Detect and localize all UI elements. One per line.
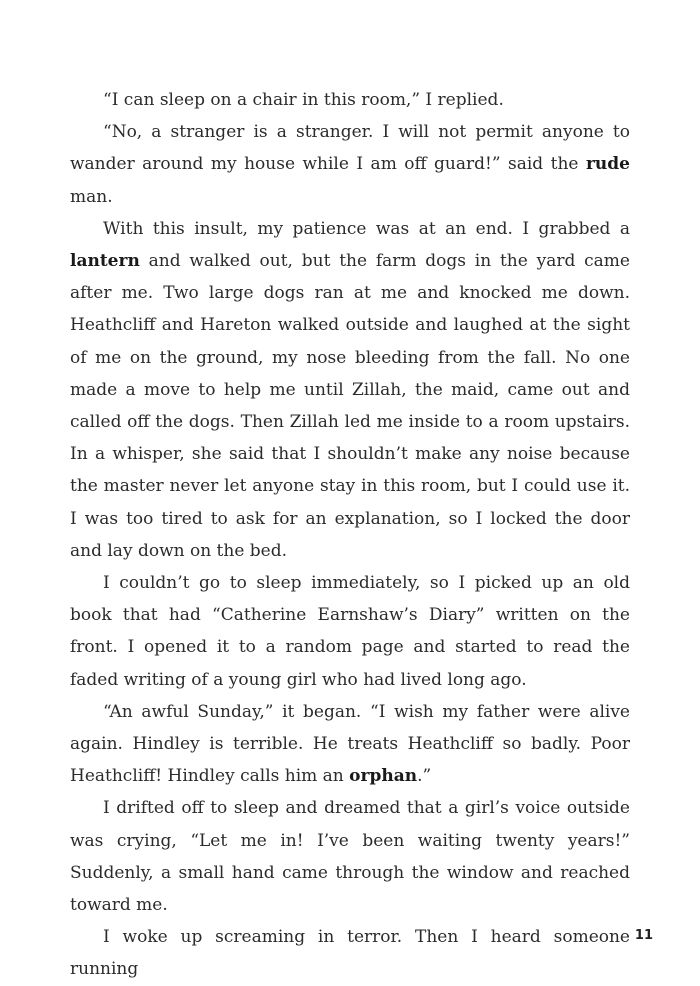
- story-text: [70, 84, 630, 986]
- paragraph-1: [70, 84, 630, 116]
- text-run: “An awful Sunday,” it began. “I wish my father were alive again. Hindley is terrible. He treats Heathcliff so badly. Poor Heathcliff! Hindley calls him an: [70, 701, 630, 787]
- paragraph-5: [70, 696, 630, 793]
- text-run: With this insult, my patience was at an end. I grabbed a: [103, 218, 630, 239]
- text-run: and walked out, but the farm dogs in the yard came after me. Two large dogs ran at me and knocked me down. Heathcliff and Hareton walked outside and laughed at the sight of me on the ground, my nose bleeding from the fall. No one made a move to help me until Zillah, the maid, came out and called off the dogs. Then Zillah led me inside to a room upstairs. In a whisper, she said that I shouldn’t make any noise because the master never let anyone stay in this room, but I could use it. I was too tired to ask for an explanation, so I locked the door and lay down on the bed.: [70, 251, 630, 561]
- text-run: man.: [70, 186, 113, 207]
- page-number: 11: [634, 928, 653, 943]
- text-run: I woke up screaming in terror. Then I heard someone running: [70, 927, 630, 980]
- paragraph-4: [70, 567, 630, 696]
- text-run: “I can sleep on a chair in this room,” I replied.: [103, 90, 504, 110]
- paragraph-6: [70, 792, 630, 921]
- text-run: I couldn’t go to sleep immediately, so I picked up an old book that had “Catherine Earnshaw’s Diary” written on the front. I opened it to a random page and started to read the faded writing of a young girl who had lived long ago.: [70, 573, 630, 690]
- vocab-word: orphan: [349, 766, 418, 787]
- text-run: I drifted off to sleep and dreamed that a girl’s voice outside was crying, “Let me in! I’ve been waiting twenty years!” Suddenly, a small hand came through the window and reached toward me.: [70, 798, 630, 916]
- text-run: “No, a stranger is a stranger. I will not permit anyone to wander around my house while I am off guard!” said the: [70, 122, 630, 175]
- vocab-word: lantern: [70, 251, 140, 272]
- paragraph-3: [70, 213, 630, 567]
- vocab-word: rude: [585, 154, 630, 175]
- text-run: .”: [417, 766, 432, 787]
- paragraph-7: [70, 921, 630, 985]
- paragraph-2: [70, 116, 630, 213]
